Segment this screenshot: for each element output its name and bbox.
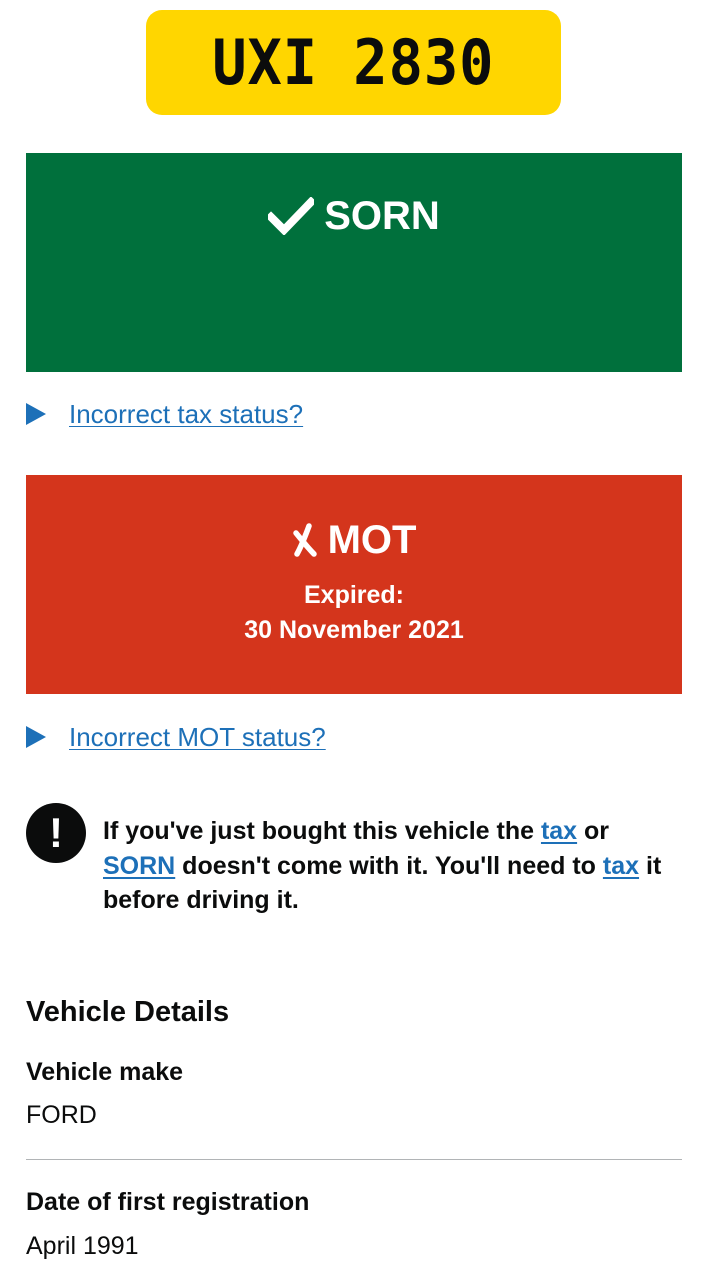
triangle-right-icon — [26, 726, 46, 748]
registration-plate — [146, 10, 561, 115]
vehicle-details-heading: Vehicle Details — [26, 996, 230, 1028]
incorrect-mot-status-link[interactable]: Incorrect MOT status? — [69, 722, 326, 752]
vehicle-make-value: FORD — [26, 1101, 97, 1129]
exclamation-icon: ! — [26, 803, 86, 863]
warning-text-part: If you've just bought this vehicle the — [103, 817, 541, 845]
tick-icon — [268, 197, 314, 235]
mot-expired-label: Expired: — [303, 581, 405, 609]
vehicle-make-label: Vehicle make — [26, 1058, 184, 1086]
tax-link[interactable]: tax — [540, 817, 578, 845]
tax-status-panel — [26, 153, 682, 372]
incorrect-tax-status-link[interactable]: Incorrect tax status? — [69, 399, 304, 429]
mot-status-label: MOT — [327, 518, 417, 562]
mot-status-title — [26, 520, 682, 560]
warning-text-part: or — [577, 817, 610, 845]
tax-link-2[interactable]: tax — [602, 851, 640, 880]
tax-status-label: SORN — [324, 194, 440, 238]
sorn-link[interactable]: SORN — [103, 851, 176, 880]
mot-status-panel — [26, 475, 682, 694]
triangle-right-icon — [26, 403, 46, 425]
first-registration-label: Date of first registration — [26, 1188, 310, 1216]
cross-icon — [292, 523, 318, 557]
summary-divider — [26, 1159, 682, 1160]
incorrect-mot-status-toggle[interactable] — [26, 722, 326, 752]
incorrect-tax-status-toggle[interactable] — [26, 399, 303, 429]
warning-text — [103, 814, 686, 918]
warning-text-part: doesn't come with it. You'll need to — [175, 851, 603, 880]
mot-expired-date: 30 November 2021 — [244, 616, 464, 644]
registration-number: UXI 2830 — [212, 26, 495, 99]
first-registration-value: April 1991 — [26, 1232, 139, 1260]
tax-status-title — [26, 196, 682, 236]
warning-text-part: it before driving it. — [103, 851, 662, 914]
